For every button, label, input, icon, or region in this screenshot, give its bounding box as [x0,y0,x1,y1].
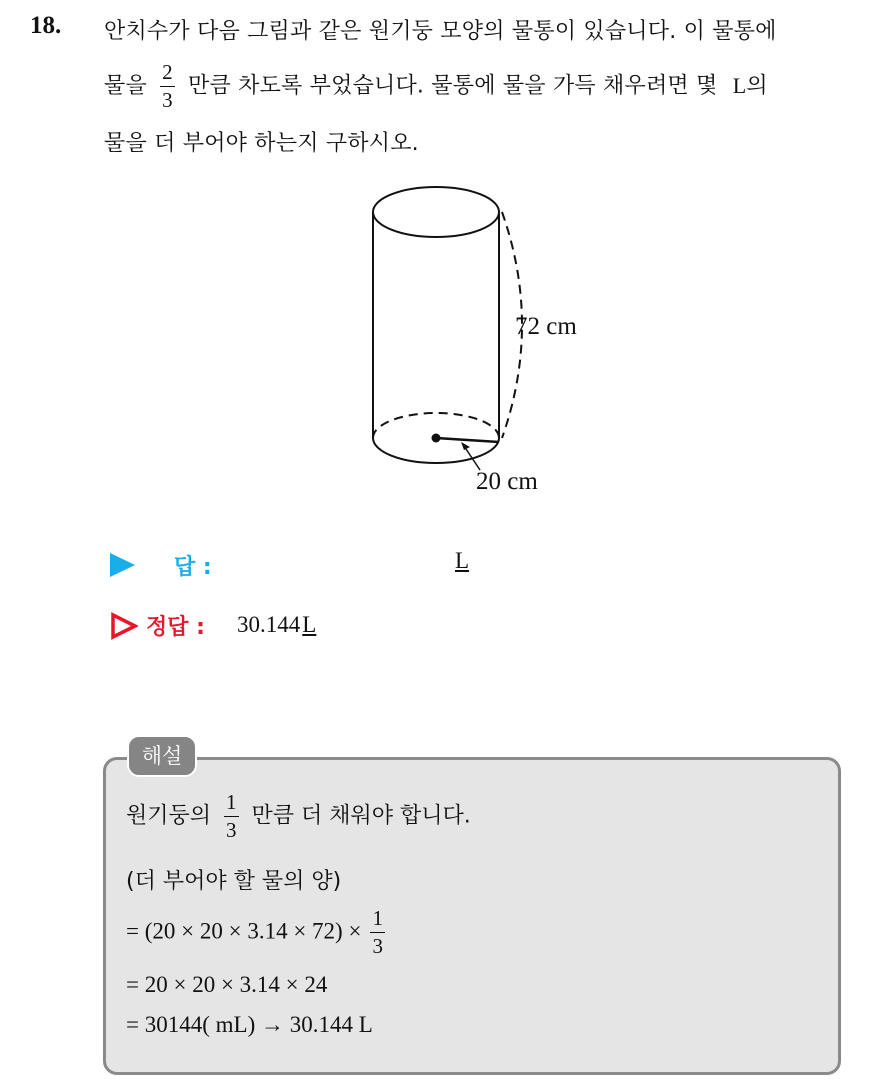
question-number: 18. [30,12,62,39]
radius-arrow-line [464,446,480,470]
solution-line-1 [126,792,471,841]
solution-line-5: = 30144( mL) → 30.144 L [126,1012,373,1037]
cylinder-top-ellipse [373,187,499,237]
answer-row [110,548,510,582]
correct-answer-number: 30.144 [237,612,301,637]
question-unit-liter: L [732,72,747,98]
cylinder-diagram [360,180,620,500]
radius-arrow-head [461,442,470,450]
fraction-numerator: 1 [370,908,385,933]
fraction-one-third [224,792,239,841]
solution-line-1-prefix: 원기둥의 [126,803,212,829]
outline-triangle-icon [110,612,138,640]
correct-answer-row [110,610,510,644]
question-text-prefix: 물을 [104,73,147,99]
fraction-numerator: 2 [160,62,175,87]
solution-tab: 해설 [127,735,197,777]
answer-label: 답 : [174,555,212,580]
solution-line-3 [126,908,391,957]
fraction-denominator: 3 [226,818,237,842]
correct-answer-label: 정답 : [146,615,205,640]
cylinder-figure [360,180,620,500]
radius-line [436,438,499,442]
question-text-line-1: 안치수가 다음 그림과 같은 원기둥 모양의 물통이 있습니다. 이 물통에 [104,19,777,44]
radius-label: 20 cm [476,468,538,495]
correct-answer-unit: L [302,612,317,637]
fraction-denominator: 3 [162,88,173,112]
question-text-line-2 [104,62,768,111]
fraction-denominator: 3 [372,934,383,958]
answer-blank-unit: L [455,548,470,573]
solution-line-3-expression: = (20 × 20 × 3.14 × 72) × [126,918,362,944]
question-text-suffix: 의 [746,73,768,99]
solution-line-2: (더 부어야 할 물의 양) [126,869,342,894]
solution-line-4: = 20 × 20 × 3.14 × 24 [126,972,328,997]
correct-answer-value [237,612,316,638]
fraction-numerator: 1 [224,792,239,817]
question-text-middle: 만큼 차도록 부었습니다. 물통에 물을 가득 채우려면 몇 [188,73,718,99]
fraction-two-thirds [160,62,175,111]
solution-line-1-suffix: 만큼 더 채워야 합니다. [251,803,471,829]
play-triangle-icon [110,553,135,577]
fraction-one-third [370,908,385,957]
question-text-line-3: 물을 더 부어야 하는지 구하시오. [104,131,419,156]
height-label: 72 cm [515,313,577,340]
